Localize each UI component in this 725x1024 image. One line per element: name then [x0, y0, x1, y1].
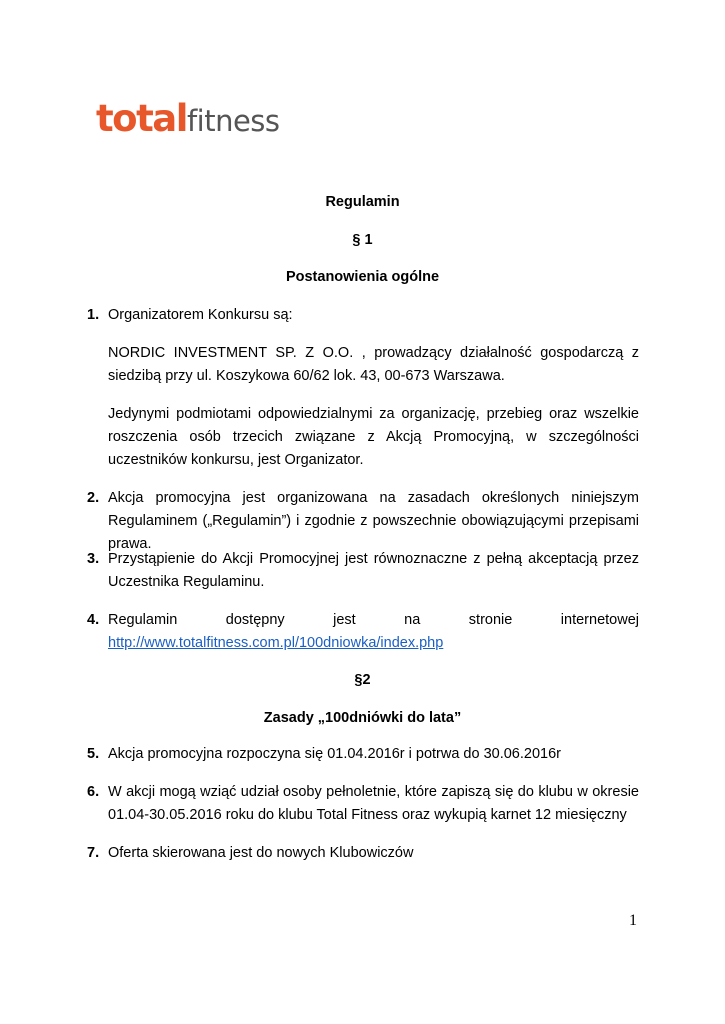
item-number: 3.	[87, 551, 100, 567]
section-2-heading: Zasady „100dniówki do lata”	[263, 710, 462, 726]
list-item-1	[87, 304, 639, 327]
item-text: Regulamin dostępny jest na stronie internetowej	[108, 612, 639, 628]
list-item-4	[87, 609, 639, 655]
item-text: Akcja promocyjna rozpoczyna się 01.04.2016r i potrwa do 30.06.2016r	[108, 746, 561, 762]
total-fitness-logo	[96, 97, 280, 140]
logo-fitness: fitness	[186, 104, 280, 138]
section-1-marker: § 1	[352, 232, 373, 248]
item-text: Oferta skierowana jest do nowych Klubowiczów	[108, 845, 414, 861]
organizer-paragraph: NORDIC INVESTMENT SP. Z O.O. , prowadzący działalność gospodarczą z siedzibą przy ul. Koszykowa 60/62 lok. 43, 00-673 Warszawa.	[108, 345, 639, 384]
item-text: Organizatorem Konkursu są:	[108, 307, 293, 323]
section-1-heading: Postanowienia ogólne	[285, 269, 440, 285]
item-number: 2.	[87, 490, 100, 506]
page-number: 1	[629, 912, 637, 929]
list-item-3	[87, 548, 639, 594]
regulation-link-line	[108, 632, 639, 655]
item-text: Przystąpienie do Akcji Promocyjnej jest równoznaczne z pełną akceptacją przez Uczestnika Regulaminu.	[108, 551, 639, 590]
item-text: W akcji mogą wziąć udział osoby pełnoletnie, które zapiszą się do klubu w okresie 01.04-30.05.2016 roku do klubu Total Fitness oraz wykupią karnet 12 miesięczny	[108, 784, 639, 823]
regulation-link[interactable]: http://www.totalfitness.com.pl/100dniowka/index.php	[108, 635, 444, 651]
list-item-2	[87, 487, 639, 556]
item-number: 4.	[87, 612, 100, 628]
item-number: 6.	[87, 784, 100, 800]
document-title: Regulamin	[325, 194, 400, 210]
item-text: Akcja promocyjna jest organizowana na zasadach określonych niniejszym Regulaminem („Regulamin”) i zgodnie z powszechnie obowiązującymi przepisami prawa.	[108, 490, 639, 552]
item-number: 1.	[87, 307, 100, 323]
list-item-6	[87, 781, 639, 827]
responsibility-paragraph: Jedynymi podmiotami odpowiedzialnymi za organizację, przebieg oraz wszelkie roszczenia osób trzecich związane z Akcją Promocyjną, w szczególności uczestników konkursu, jest Organizator.	[108, 406, 639, 468]
item-number: 5.	[87, 746, 100, 762]
list-item-5	[87, 743, 639, 766]
logo-total: total	[96, 97, 187, 140]
item-number: 7.	[87, 845, 100, 861]
section-2-marker: §2	[354, 672, 371, 688]
list-item-7	[87, 842, 639, 865]
